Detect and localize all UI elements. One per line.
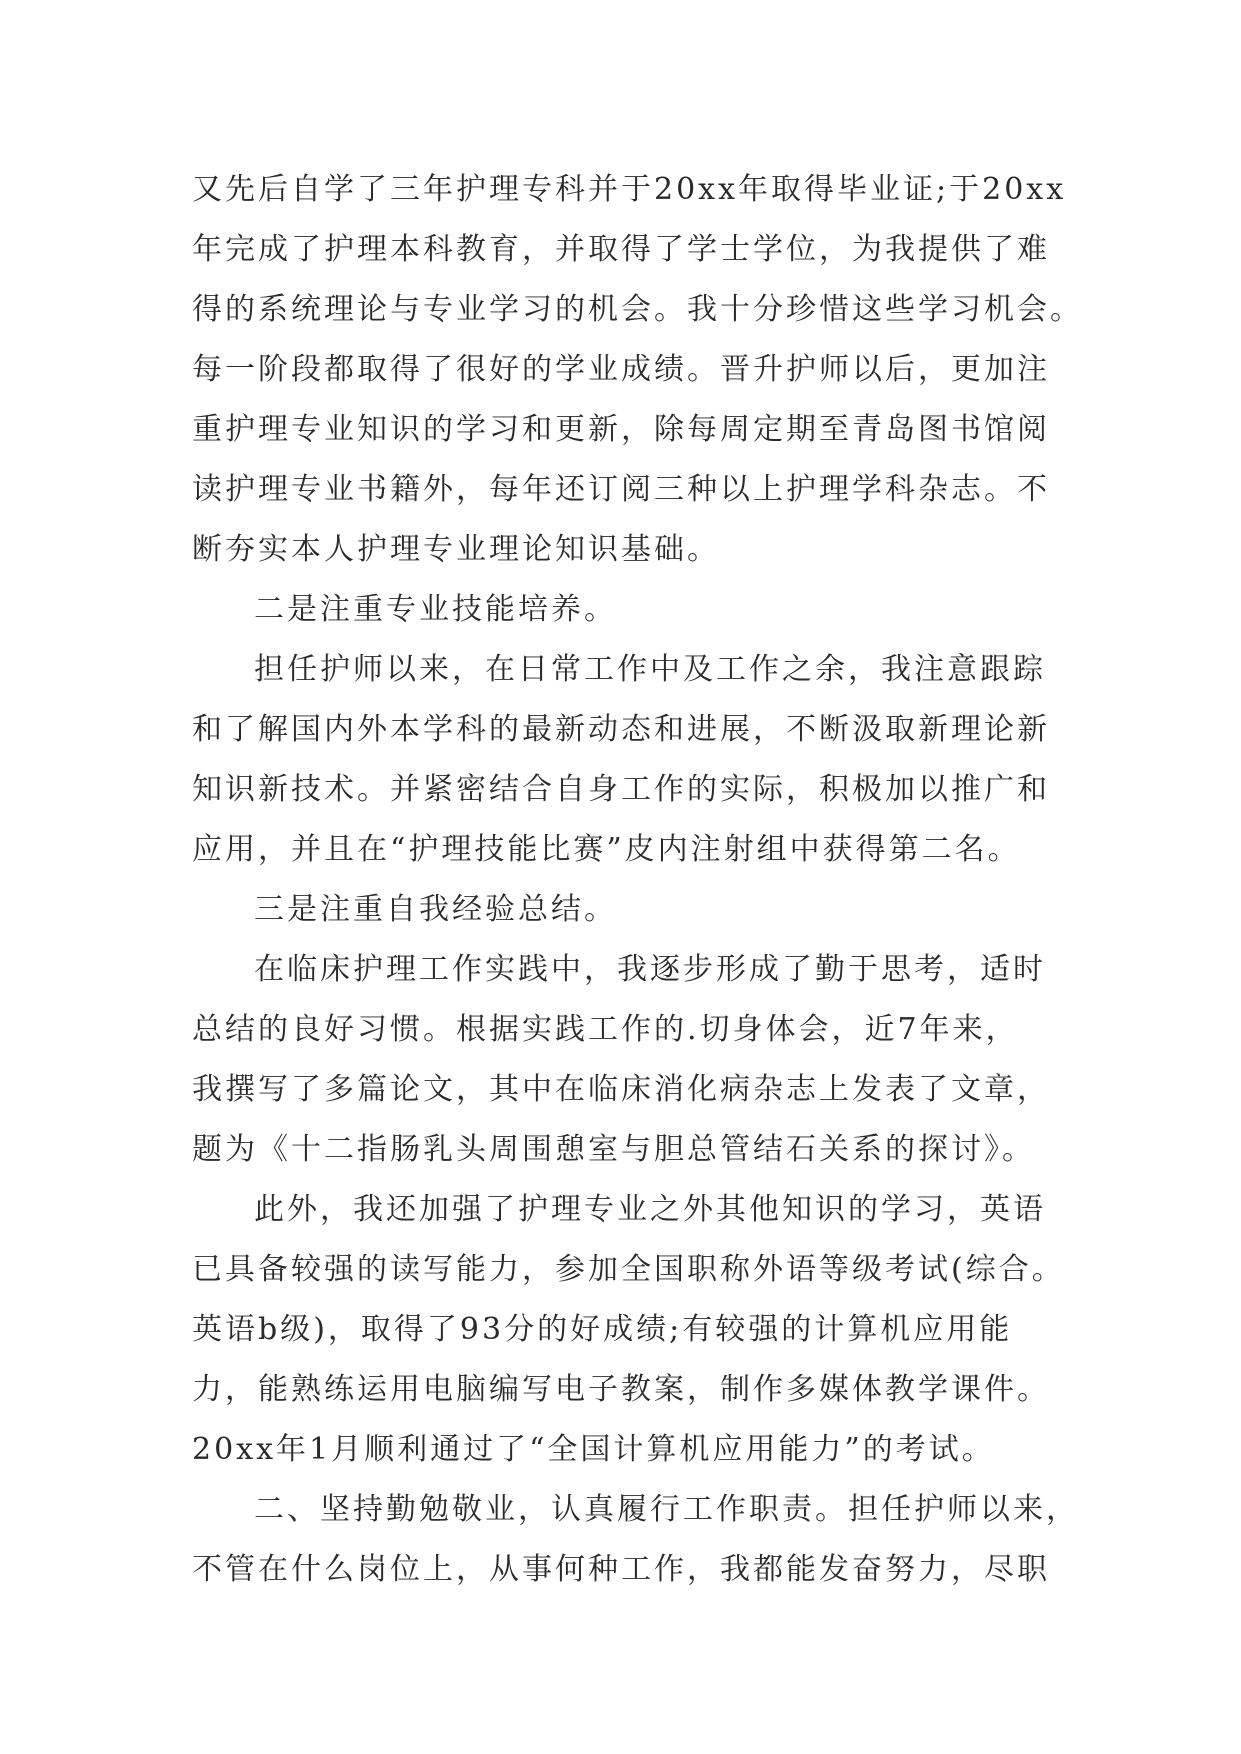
section-heading: 三是注重自我经验总结。 bbox=[254, 892, 617, 927]
text-line: 力，能熟练运用电脑编写电子教案，制作多媒体教学课件。 bbox=[192, 1372, 1050, 1407]
section-heading: 二、坚持勤勉敬业，认真履行工作职责。担任护师以来， bbox=[254, 1492, 1079, 1527]
paragraph-start: 在临床护理工作实践中，我逐步形成了勤于思考，适时 bbox=[254, 952, 1046, 987]
text-line: 题为《十二指肠乳头周围憩室与胆总管结石关系的探讨》。 bbox=[192, 1132, 1035, 1167]
text-line: 又先后自学了三年护理专科并于20xx年取得毕业证;于20xx bbox=[192, 172, 1067, 207]
section-heading: 二是注重专业技能培养。 bbox=[254, 592, 617, 627]
text-line: 应用，并且在“护理技能比赛”皮内注射组中获得第二名。 bbox=[192, 832, 1021, 867]
text-line: 重护理专业知识的学习和更新，除每周定期至青岛图书馆阅 bbox=[192, 412, 1050, 447]
text-line: 断夯实本人护理专业理论知识基础。 bbox=[192, 532, 720, 567]
paragraph-start: 担任护师以来，在日常工作中及工作之余，我注意跟踪 bbox=[254, 652, 1046, 687]
text-line: 已具备较强的读写能力，参加全国职称外语等级考试(综合。 bbox=[192, 1252, 1065, 1287]
text-line: 得的系统理论与专业学习的机会。我十分珍惜这些学习机会。 bbox=[192, 292, 1083, 327]
text-line: 每一阶段都取得了很好的学业成绩。晋升护师以后，更加注 bbox=[192, 352, 1050, 387]
text-line: 我撰写了多篇论文，其中在临床消化病杂志上发表了文章， bbox=[192, 1072, 1050, 1107]
text-line: 不管在什么岗位上，从事何种工作，我都能发奋努力，尽职 bbox=[192, 1552, 1050, 1587]
text-line: 年完成了护理本科教育，并取得了学士学位，为我提供了难 bbox=[192, 232, 1050, 267]
body-text bbox=[192, 160, 1083, 1600]
text-line: 读护理专业书籍外，每年还订阅三种以上护理学科杂志。不 bbox=[192, 472, 1050, 507]
paragraph-start: 此外，我还加强了护理专业之外其他知识的学习，英语 bbox=[254, 1192, 1046, 1227]
text-line: 和了解国内外本学科的最新动态和进展，不断汲取新理论新 bbox=[192, 712, 1050, 747]
text-line: 英语b级)，取得了93分的好成绩;有较强的计算机应用能 bbox=[192, 1312, 1013, 1347]
text-line: 20xx年1月顺利通过了“全国计算机应用能力”的考试。 bbox=[192, 1432, 995, 1467]
text-line: 知识新技术。并紧密结合自身工作的实际，积极加以推广和 bbox=[192, 772, 1050, 807]
text-line: 总结的良好习惯。根据实践工作的.切身体会，近7年来， bbox=[192, 1012, 1019, 1047]
